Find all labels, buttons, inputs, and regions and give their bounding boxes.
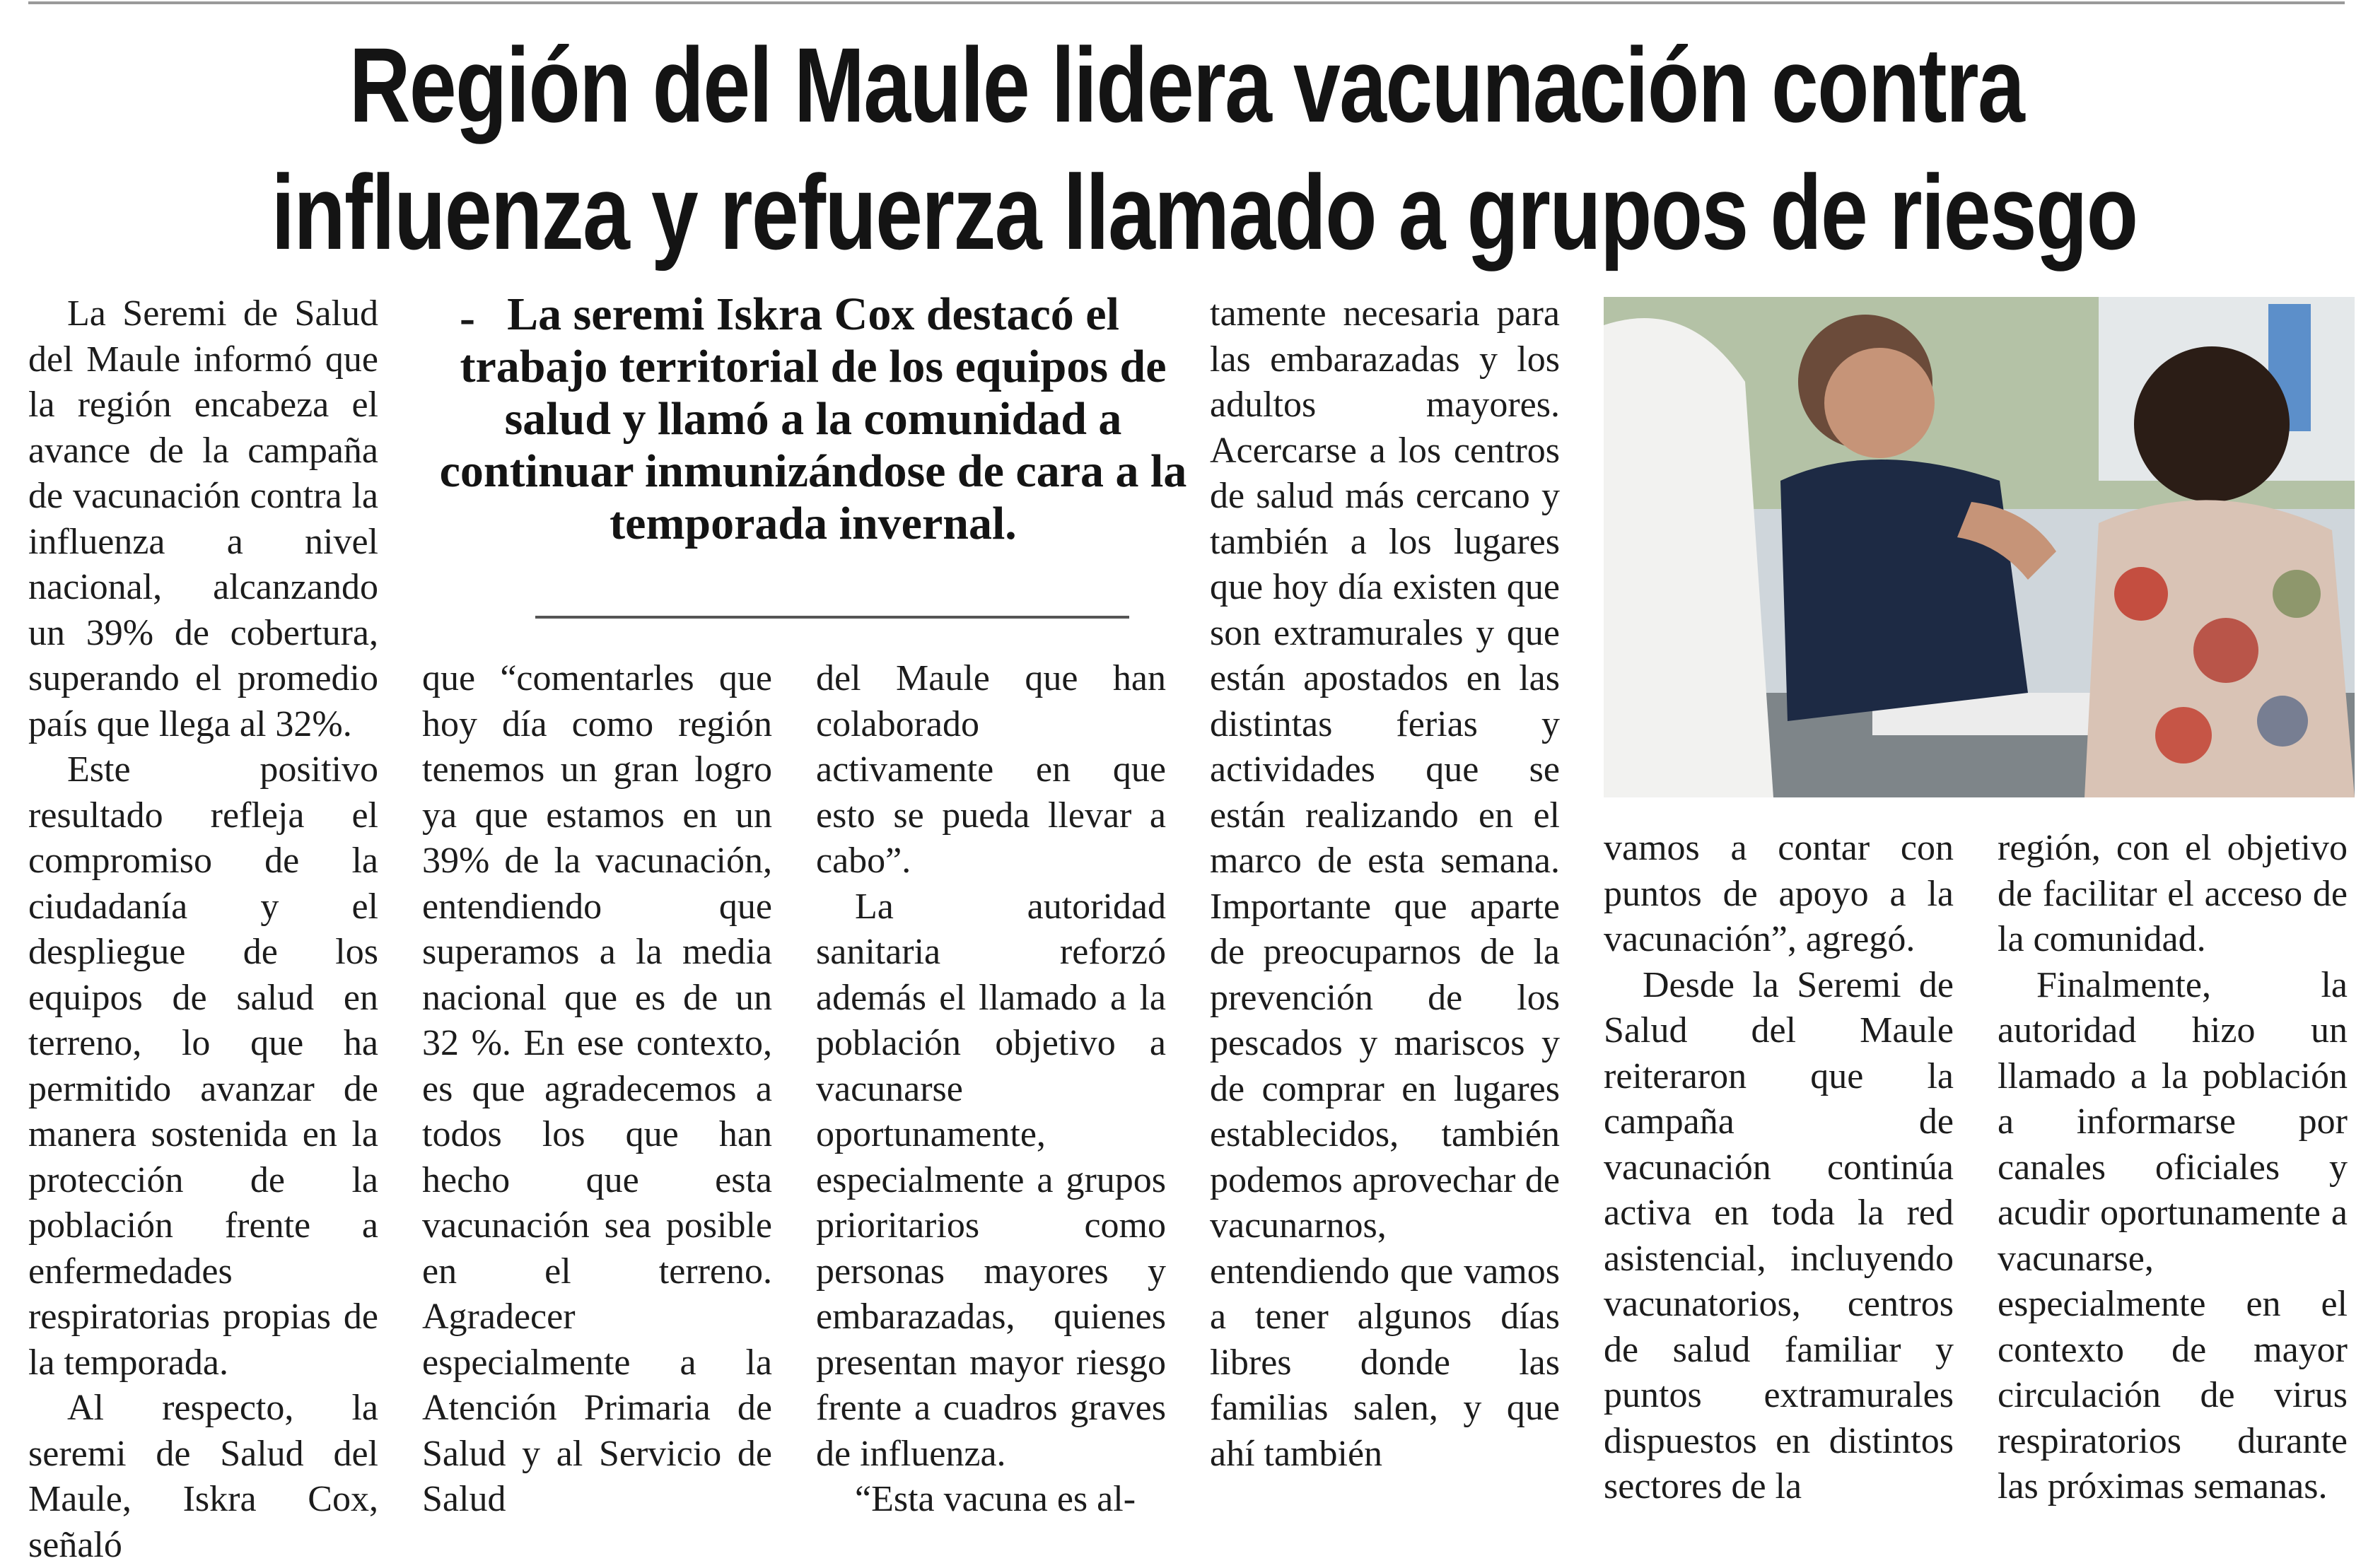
deck-dash: - bbox=[460, 292, 475, 344]
paragraph: región, con el objetivo de facilitar el acceso de la comunidad. bbox=[1998, 828, 2348, 959]
article-column-6 bbox=[1998, 826, 2348, 1510]
vaccination-photo bbox=[1604, 297, 2355, 797]
article-column-2 bbox=[422, 656, 772, 1523]
deck-subheadline: La seremi Iskra Cox destacó el trabajo territorial de los equipos de salud y llamó a la comunidad a continuar inmunizándose de cara a la temporada invernal. bbox=[439, 288, 1187, 549]
article-column-1 bbox=[28, 291, 378, 1568]
photo-illustration bbox=[1604, 297, 2355, 797]
article-column-3 bbox=[816, 656, 1166, 1523]
paragraph: del Maule que han colaborado activamente en que esto se pueda llevar a cabo”. bbox=[816, 658, 1166, 881]
top-rule bbox=[28, 1, 2345, 4]
paragraph: vamos a contar con puntos de apoyo a la vacunación”, agregó. bbox=[1604, 828, 1954, 959]
paragraph: Finalmente, la autoridad hizo un llamado a la población a informarse por canales oficiales y acudir oportunamente a vacunarse, especialmente en el contexto de mayor circulación de virus respiratorios durante las próximas semanas. bbox=[1998, 964, 2348, 1506]
paragraph: “Esta vacuna es al- bbox=[855, 1479, 1136, 1519]
paragraph: La Seremi de Salud del Maule informó que la región encabeza el avance de la campaña de vacunación contra la influenza a nivel nacional, alcanzando un 39% de cobertura, superando el promedio país que llega al 32%. bbox=[28, 293, 378, 744]
paragraph: Desde la Seremi de Salud del Maule reiteraron que la campaña de vacunación continúa activa en toda la red asistencial, incluyendo vacunatorios, centros de salud familiar y puntos extramurales dispuestos en distintos sectores de la bbox=[1604, 964, 1954, 1506]
headline bbox=[271, 21, 2138, 276]
deck-rule bbox=[535, 616, 1129, 619]
article-column-4 bbox=[1210, 291, 1560, 1477]
headline-line-2: influenza y refuerza llamado a grupos de riesgo bbox=[271, 153, 2138, 271]
headline-line-1: Región del Maule lidera vacunación contra bbox=[349, 25, 2024, 144]
paragraph: Al respecto, la seremi de Salud del Maule, Iskra Cox, señaló bbox=[28, 1388, 378, 1565]
article-column-5 bbox=[1604, 826, 1954, 1510]
paragraph: que “comentarles que hoy día como región tenemos un gran logro ya que estamos en un 39% de la vacunación, entendiendo que superamos a la media nacional que es de un 32 %. En ese contexto, es que agradecemos a todos los que han hecho que esta vacunación sea posible en el terreno. Agradecer especialmente a la Atención Primaria de Salud y al Servicio de Salud bbox=[422, 658, 772, 1519]
paragraph: tamente necesaria para las embarazadas y los adultos mayores. Acercarse a los centros de salud más cercano y también a los lugares que hoy día existen que son extramurales y que están apostados en las distintas ferias y actividades que se están realizando en el marco de esta semana. Importante que aparte de preocuparnos de la prevención de los pescados y mariscos y de comprar en lugares establecidos, también podemos aprovechar de vacunarnos, entendiendo que vamos a tener algunos días libres donde las familias salen, y que ahí también bbox=[1210, 293, 1560, 1474]
paragraph: Este positivo resultado refleja el compromiso de la ciudadanía y el despliegue de los equipos de salud en terreno, lo que ha permitido avanzar de manera sostenida en la protección de la población frente a enfermedades respiratorias propias de la temporada. bbox=[28, 749, 378, 1383]
paragraph: La autoridad sanitaria reforzó además el llamado a la población objetivo a vacunarse oportunamente, especialmente a grupos prioritarios como personas mayores y embarazadas, quienes presentan mayor riesgo frente a cuadros graves de influenza. bbox=[816, 886, 1166, 1474]
